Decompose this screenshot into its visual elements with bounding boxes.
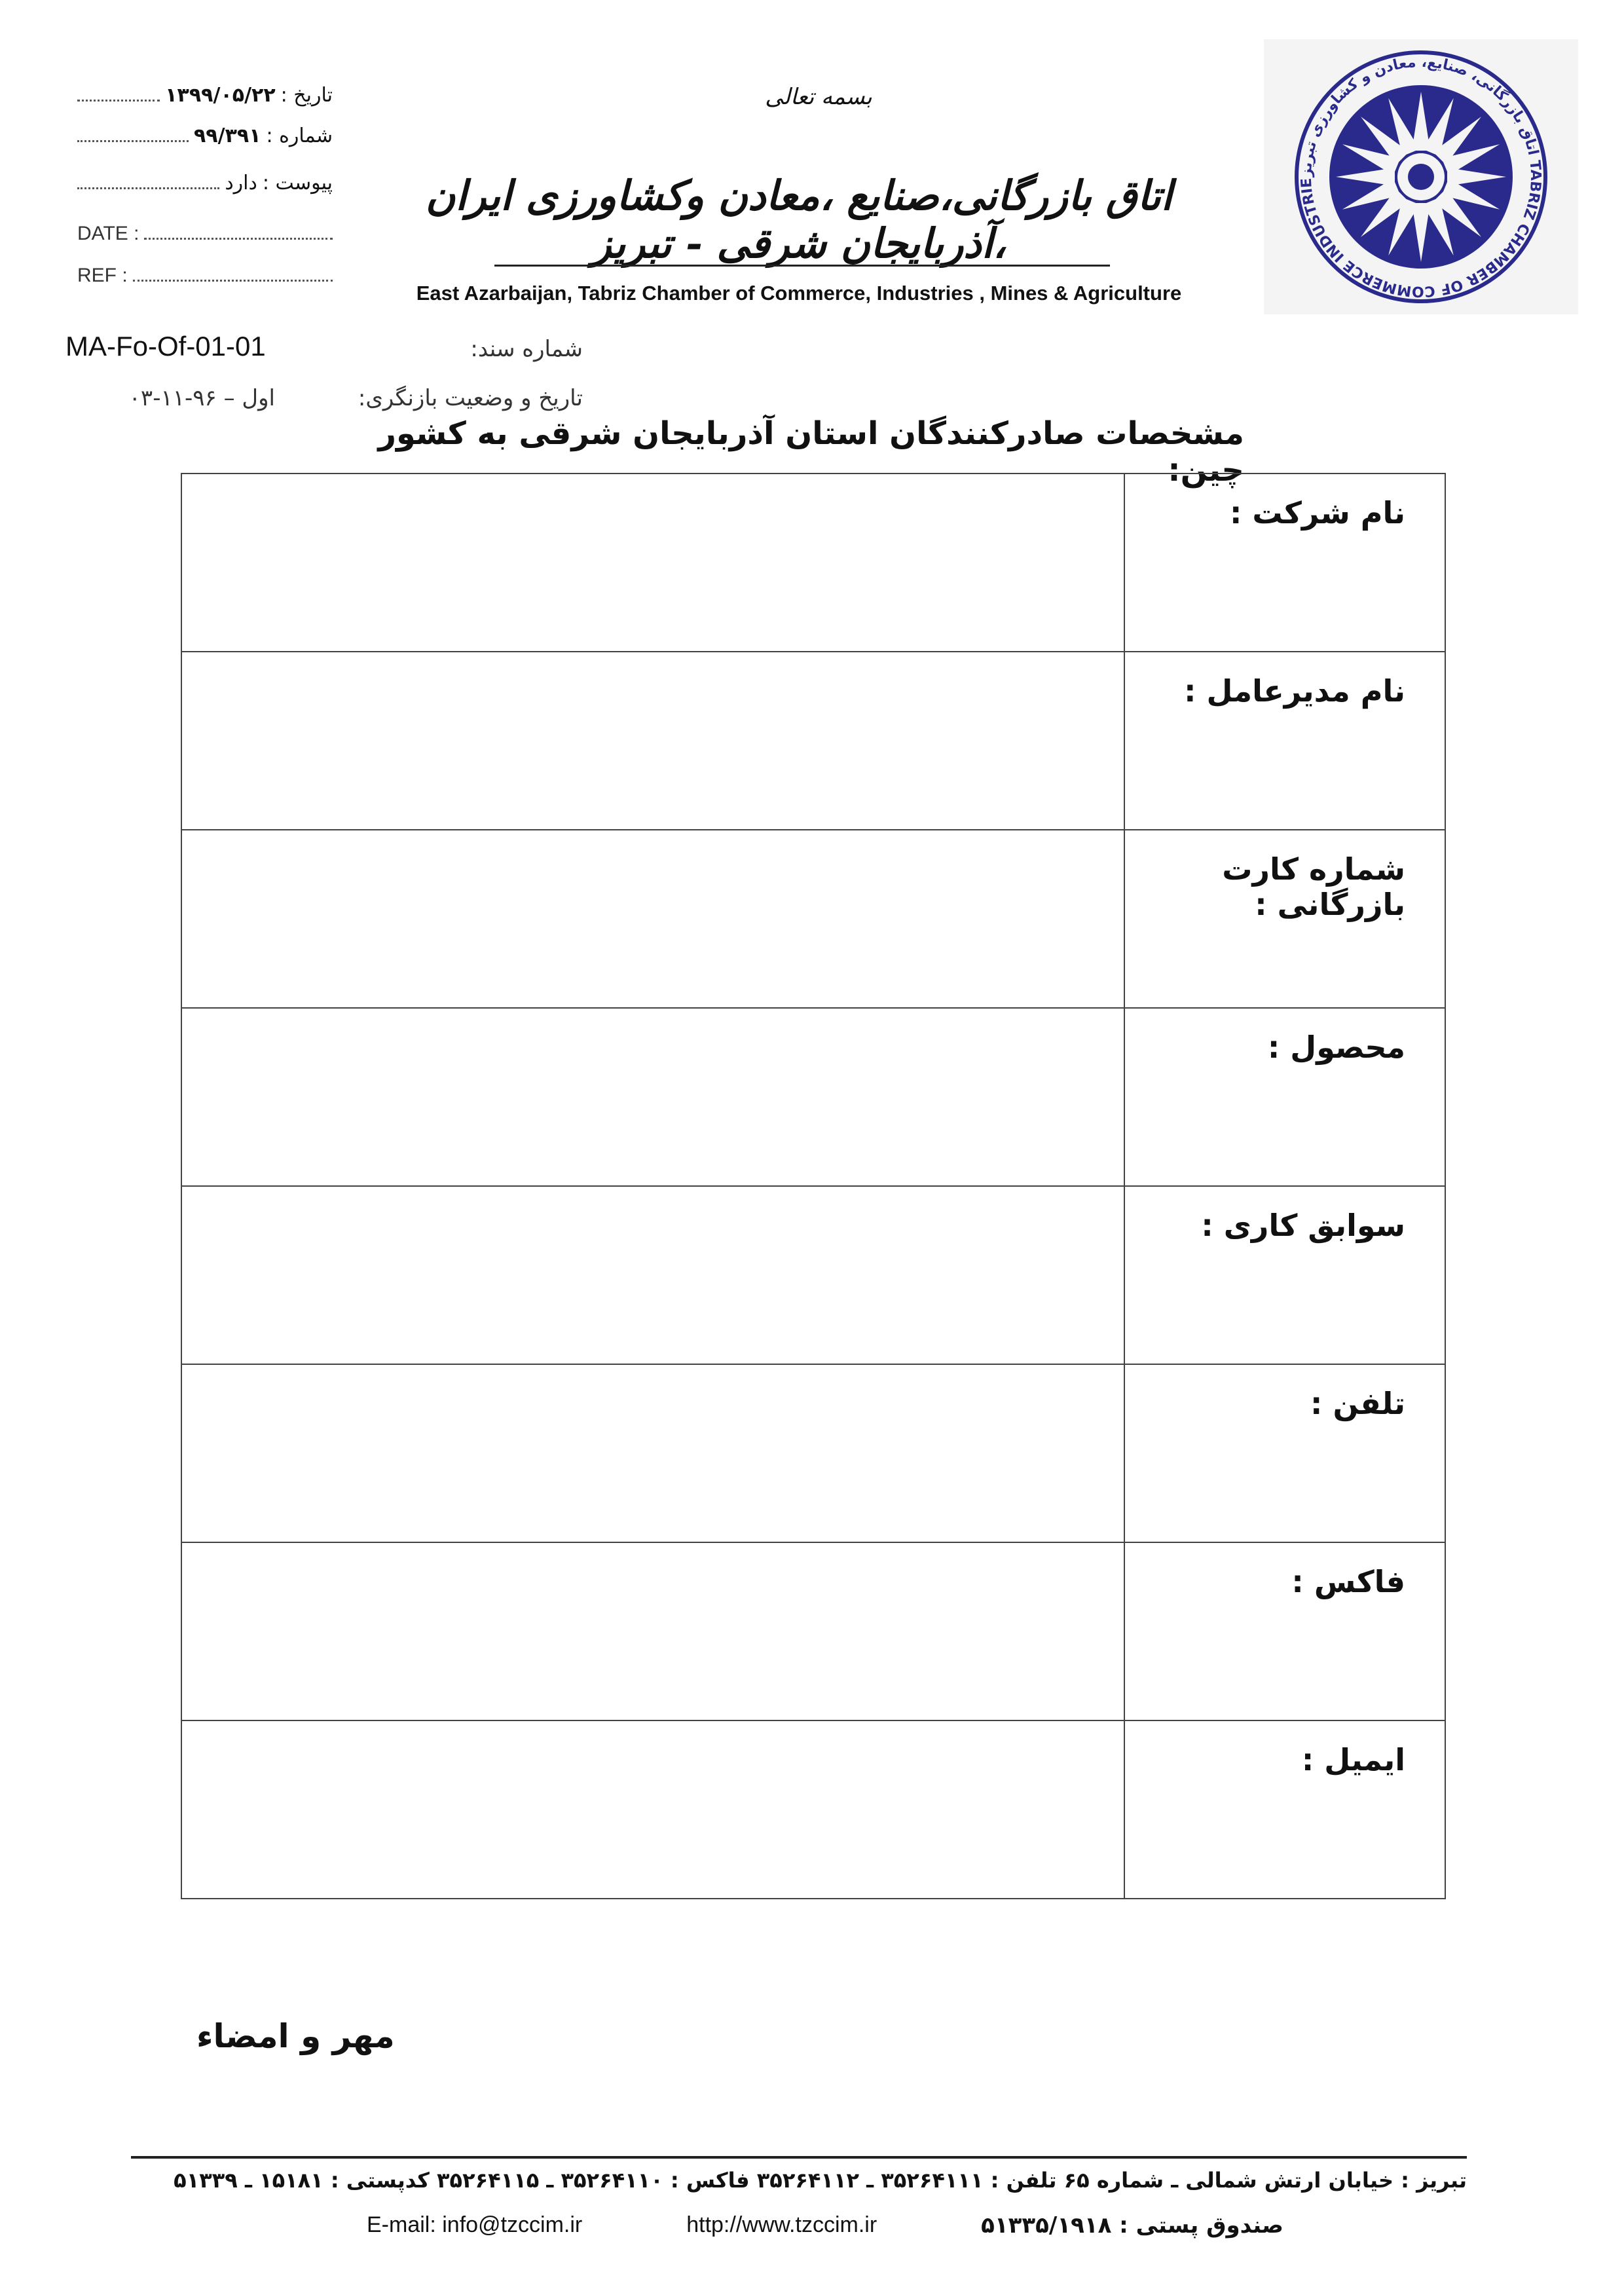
form-label-cell [1124,652,1445,830]
form-label-cell [1124,1008,1445,1186]
chamber-logo-icon [1264,39,1578,314]
form-row-ceo [181,652,1445,830]
date-fa-label: تاریخ : [280,84,333,107]
form-label-cell [1124,1720,1445,1899]
experience-label: سوابق کاری : [1201,1208,1405,1243]
attachment-label: پیوست : [262,172,333,195]
fax-label: فاکس : [1291,1564,1405,1599]
ref-en-row [77,265,333,287]
commercial-card-label: شماره کارت بازرگانی : [1222,851,1405,922]
date-fa-row [77,84,333,107]
basmala: بسمه تعالی [765,84,872,110]
form-table [181,473,1446,1899]
form-row-phone [181,1364,1445,1542]
form-row-product [181,1008,1445,1186]
phone-field[interactable] [181,1364,1124,1542]
form-label-cell [1124,830,1445,1008]
signature-label: مهر و امضاء [196,2017,395,2055]
date-en-row [77,223,333,245]
form-label-cell [1124,1542,1445,1720]
footer-address: تبریز : خیابان ارتش شمالی ـ شماره ۶۵ تلفن : ۳۵۲۶۴۱۱۱ ـ ۳۵۲۶۴۱۱۲ فاکس : ۳۵۲۶۴۱۱۰ ـ ۳۵۲۶۴۱۱۵ کدپستی : ۱۵۱۸۱ ـ ۵۱۳۳۹ [174,2168,1467,2193]
ceo-name-label: نام مدیرعامل : [1184,673,1405,709]
commercial-card-field[interactable] [181,830,1124,1008]
footer-divider [131,2156,1467,2159]
product-field[interactable] [181,1008,1124,1186]
dotted-line [77,187,219,189]
ref-en-label: REF : [77,265,128,286]
form-label-cell [1124,1186,1445,1364]
doc-number-label: شماره سند: [470,336,583,362]
date-en-label: DATE : [77,223,139,244]
email-field[interactable] [181,1720,1124,1899]
logo-ring-text: اتاق بازرگانی، صنایع، معادن و کشاورزی تبریز TABRIZ CHAMBER OF COMMERCE INDUSTRIE [1298,54,1544,300]
product-label: محصول : [1267,1030,1405,1065]
footer-po-box: صندوق پستی : ۵۱۳۳۵/۱۹۱۸ [981,2212,1283,2239]
company-name-field[interactable] [181,474,1124,652]
dotted-line [77,100,160,102]
number-fa-value: ۹۹/۳۹۱ [194,124,261,147]
ceo-name-field[interactable] [181,652,1124,830]
org-name-en: East Azarbaijan, Tabriz Chamber of Commerce, Industries , Mines & Agriculture [416,282,1182,305]
revision-label: تاریخ و وضعیت بازنگری: [358,385,583,411]
footer-website[interactable]: http://www.tzccim.ir [686,2212,877,2237]
experience-field[interactable] [181,1186,1124,1364]
phone-label: تلفن : [1310,1386,1405,1421]
company-name-label: نام شرکت : [1230,495,1405,530]
email-label: ایمیل : [1301,1742,1405,1777]
form-row-card [181,830,1445,1008]
attachment-value: دارد [225,172,257,195]
org-name-fa: اتاق بازرگانی،صنایع ،معادن وکشاورزی ایران ،آذربایجان شرقی - تبریز [425,172,1173,267]
form-label-cell [1124,474,1445,652]
form-row-company [181,474,1445,652]
revision-value: اول – ۹۶-۱۱-۰۳ [128,385,275,411]
number-fa-label: شماره : [266,124,333,147]
dotted-line [133,280,333,282]
attachment-row [77,172,333,195]
form-row-fax [181,1542,1445,1720]
form-label-cell [1124,1364,1445,1542]
form-row-email [181,1720,1445,1899]
dotted-line [77,140,189,142]
footer-email[interactable]: E-mail: info@tzccim.ir [367,2212,583,2237]
fax-field[interactable] [181,1542,1124,1720]
form-row-experience [181,1186,1445,1364]
number-fa-row [77,124,333,147]
doc-code: MA-Fo-Of-01-01 [65,331,266,362]
footer-contact [367,2212,1283,2239]
header-divider [494,265,1110,267]
dotted-line [144,238,333,240]
date-fa-value: ۱۳۹۹/۰۵/۲۲ [165,84,276,107]
page-title: مشخصات صادرکنندگان استان آذربایجان شرقی به کشور چین: [378,415,1244,489]
